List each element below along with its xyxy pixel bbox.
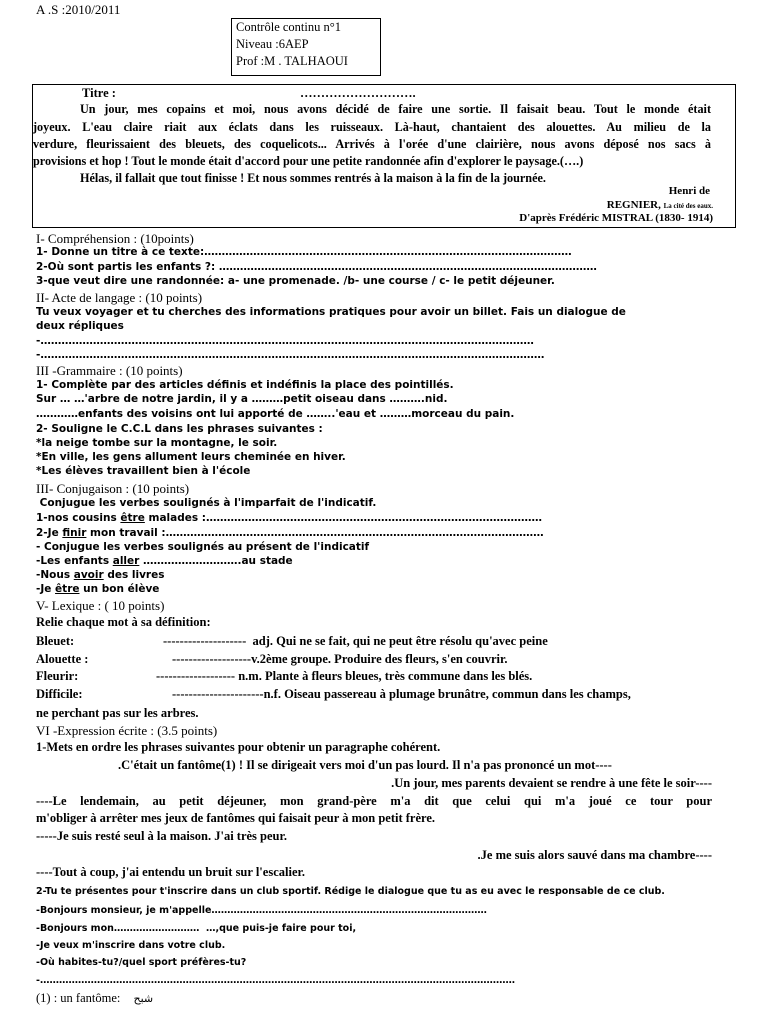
author-line: REGNIER, La cité des eaux.	[606, 199, 713, 211]
question-line: 1-Mets en ordre les phrases suivantes pour obtenir un paragraphe cohérent.	[36, 740, 441, 754]
sentence-line: .Je me suis alors sauvé dans ma chambre----	[477, 848, 712, 862]
question-line: *la neige tombe sur la montagne, le soir.	[36, 437, 278, 449]
lexique-word: Difficile:	[36, 687, 83, 701]
question-line: *Les élèves travaillent bien à l'école	[36, 465, 251, 477]
section-title: II- Acte de langage : (10 points)	[36, 290, 203, 305]
text-line: Hélas, il fallait que tout finisse ! Et nous sommes rentrés à la maison à la fin de la journée.	[80, 171, 546, 185]
text-line: verdure, fleurissaient des bleuets, des coquelicots... Arrivés à l'orée d'une clairière, nous avons déposé nos sacs à	[33, 137, 711, 151]
section-title: VI -Expression écrite : (3.5 points)	[36, 723, 218, 738]
question-line: Conjugue les verbes soulignés à l'imparfait de l'indicatif.	[36, 497, 377, 509]
section-title: III- Conjugaison : (10 points)	[36, 481, 190, 496]
lexique-word: Fleurir:	[36, 669, 79, 683]
question-line: 3-que veut dire une randonnée: a- une promenade. /b- une course / c- le petit déjeuner.	[36, 275, 555, 287]
exam-info-box	[231, 18, 381, 76]
sentence-line: ----Tout à coup, j'ai entendu un bruit sur l'escalier.	[36, 865, 306, 879]
school-year: A .S :2010/2011	[36, 2, 121, 17]
exam-title: Contrôle continu n°1	[236, 20, 341, 34]
lexique-definition: ------------------- n.m. Plante à fleurs bleues, très commune dans les blés.	[156, 669, 533, 683]
section-title: III -Grammaire : (10 points)	[36, 363, 183, 378]
lexique-definition: -------------------- adj. Qui ne se fait, qui ne peut être résolu qu'avec peine	[163, 634, 548, 648]
answer-line: -……………………………………………………………………………………………………………………………………	[36, 975, 515, 986]
author-line: Henri de	[668, 185, 710, 197]
lexique-definition: ----------------------n.f. Oiseau passereau à plumage brunâtre, commun dans les champs,	[172, 687, 631, 701]
exam-level: Niveau :6AEP	[236, 37, 309, 51]
sentence-line: ----Le lendemain, au petit déjeuner, mon grand-père m'a dit que celui qui m'a joué ce tour pour	[36, 794, 712, 808]
question-line: deux répliques	[36, 320, 124, 332]
question-line: 2-Où sont partis les enfants ?: ………………………………………………………………………………………………	[36, 261, 597, 273]
question-line: *En ville, les gens allument leurs cheminée en hiver.	[36, 451, 346, 463]
section-title: I- Compréhension : (10points)	[36, 231, 194, 246]
lexique-word: Alouette :	[36, 652, 89, 666]
question-line: 2- Souligne le C.C.L dans les phrases suivantes :	[36, 423, 323, 435]
answer-line: -………………………………………………………………………………………………………………………………	[36, 349, 545, 361]
text-line: joyeux. L'eau claire riait aux éclats dans les ruisseaux. Là-haut, chantaient des alouettes. Au milieu de la	[33, 120, 711, 134]
exam-teacher: Prof :M . TALHAOUI	[236, 54, 348, 68]
dialogue-line: -Bonjours monsieur, je m'appelle……………………………………………………………………………	[36, 905, 487, 916]
answer-line: -……………………………………………………………………………………………………………………………	[36, 335, 534, 347]
question-line: - Conjugue les verbes soulignés au présent de l'indicatif	[36, 541, 370, 553]
text-line: Un jour, mes copains et moi, nous avons décidé de faire une sortie. Il faisait beau. Tout le monde était	[80, 102, 711, 116]
dialogue-line: -Je veux m'inscrire dans votre club.	[36, 940, 226, 951]
question-line: 2-Je finir mon travail :………………………………………………………………………………………………	[36, 527, 544, 539]
question-line: 1- Donne un titre à ce texte:……………………………………………………………………………………………	[36, 246, 572, 258]
question-line: -Nous avoir des livres	[36, 569, 165, 581]
question-line: Tu veux voyager et tu cherches des informations pratiques pour avoir un billet. Fais un dialogue de	[36, 306, 626, 318]
text-line: provisions et hop ! Tout le monde était d'accord pour une petite randonnée afin d'explorer le paysage.(….)	[33, 154, 584, 168]
lexique-continuation: ne perchant pas sur les arbres.	[36, 706, 199, 720]
question-line: Sur … …'arbre de notre jardin, il y a ………petit oiseau dans ……….nid.	[36, 393, 448, 405]
lexique-definition: -------------------v.2ème groupe. Produire des fleurs, s'en couvrir.	[172, 652, 508, 666]
question-line: 1- Complète par des articles définis et indéfinis la place des pointillés.	[36, 379, 454, 391]
author-line: D'après Frédéric MISTRAL (1830- 1914)	[519, 212, 713, 224]
question-line: 2-Tu te présentes pour t'inscrire dans un club sportif. Rédige le dialogue que tu as eu avec le responsable de ce club.	[36, 886, 665, 897]
question-line: …………enfants des voisins ont lui apporté de ……..'eau et ………morceau du pain.	[36, 408, 515, 420]
sentence-line: m'obliger à arrêter mes jeux de fantômes qui faisait peur à mon petit frère.	[36, 811, 435, 825]
dialogue-line: -Bonjours mon……………………… …,que puis-je faire pour toi,	[36, 923, 357, 934]
lexique-intro: Relie chaque mot à sa définition:	[36, 615, 211, 629]
section-title: V- Lexique : ( 10 points)	[36, 598, 165, 613]
dialogue-line: -Où habites-tu?/quel sport préfères-tu?	[36, 957, 247, 968]
question-line: -Je être un bon élève	[36, 583, 160, 595]
question-line: -Les enfants aller ……………………….au stade	[36, 555, 293, 567]
sentence-line: .C'était un fantôme(1) ! Il se dirigeait vers moi d'un pas lourd. Il n'a pas prononcé un mot----	[118, 758, 612, 772]
question-line: 1-nos cousins être malades :……………………………………………………………………………………	[36, 512, 542, 524]
lexique-word: Bleuet:	[36, 634, 75, 648]
title-label: Titre :	[82, 86, 116, 100]
footnote: (1) : un fantôme: شبح	[36, 991, 154, 1005]
title-dots: ……………………….	[300, 86, 416, 100]
sentence-line: -----Je suis resté seul à la maison. J'ai très peur.	[36, 829, 288, 843]
sentence-line: .Un jour, mes parents devaient se rendre à une fête le soir----	[391, 776, 712, 790]
